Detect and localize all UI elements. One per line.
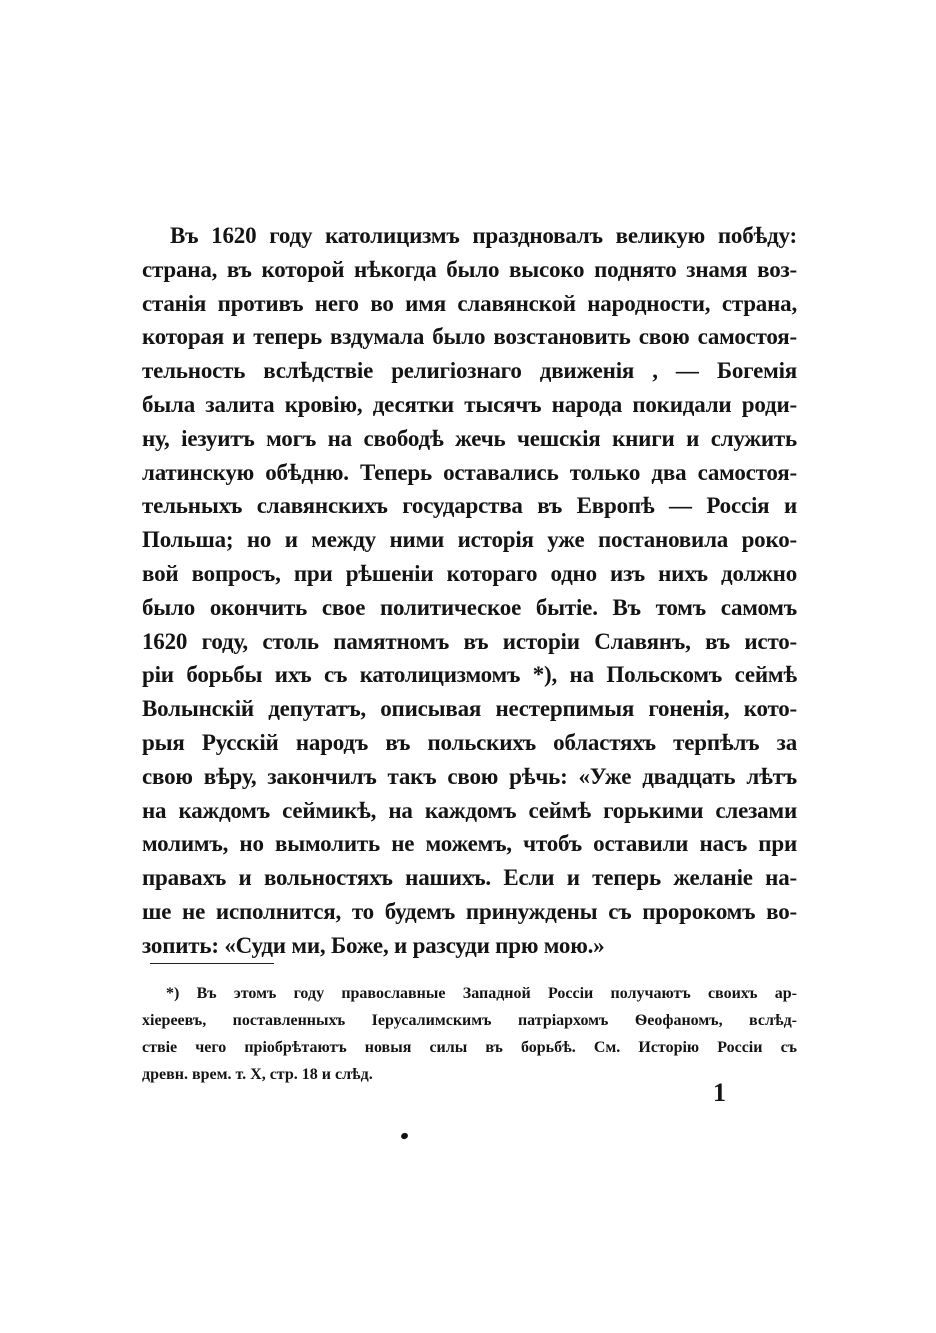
main-text: [142, 219, 797, 963]
text-line: ше не исполнится, то будемъ принуждены съ пророкомъ во-: [142, 898, 797, 924]
text-line: на каждомъ сеймикѣ, на каждомъ сеймѣ горькими слезами: [142, 797, 797, 823]
text-line: Въ 1620 году католицизмъ праздновалъ великую побѣду:: [170, 223, 797, 248]
text-line: ріи борьбы ихъ съ католицизмомъ *), на Польскомъ сеймѣ: [142, 662, 797, 688]
text-line: станія противъ него во имя славянской народности, страна,: [142, 290, 797, 316]
footnote: [142, 980, 797, 1088]
text-line: ну, іезуитъ могъ на свободѣ жечь чешскія книги и служить: [142, 425, 797, 451]
text-line: Волынскій депутатъ, описывая нестерпимыя гоненія, кото-: [142, 696, 797, 722]
text-line: молимъ, но вымолить не можемъ, чтобъ оставили насъ при: [142, 831, 797, 857]
page-number: 1: [713, 1078, 726, 1107]
text-line: было окончить свое политическое бытіе. Въ томъ самомъ: [142, 594, 797, 620]
footnote-line: древн. врем. т. X, стр. 18 и слѣд.: [142, 1066, 373, 1083]
text-line: рыя Русскій народъ въ польскихъ областяхъ терпѣлъ за: [142, 729, 797, 755]
footnote-divider: [150, 963, 274, 964]
text-line: тельныхъ славянскихъ государства въ Европѣ — Россія и: [142, 493, 797, 519]
text-line: 1620 году, столь памятномъ въ исторіи Славянъ, въ исто-: [142, 628, 797, 654]
text-line: Польша; но и между ними исторія уже постановила роко-: [142, 527, 797, 553]
text-line: вой вопросъ, при рѣшеніи котораго одно изъ нихъ должно: [142, 560, 797, 586]
text-line: тельность вслѣдствіе религіознаго движенія , — Богемія: [142, 358, 797, 384]
text-line: правахъ и вольностяхъ нашихъ. Если и теперь желаніе на-: [142, 865, 797, 891]
footnote-line: ствіе чего пріобрѣтаютъ новыя силы въ борьбѣ. См. Исторію Россіи съ: [142, 1039, 797, 1056]
ink-speck: [400, 1132, 409, 1140]
text-line: латинскую обѣдню. Теперь оставались только два самостоя-: [142, 459, 797, 485]
text-line: свою вѣру, закончилъ такъ свою рѣчь: «Уже двадцать лѣтъ: [142, 763, 797, 789]
text-line: страна, въ которой нѣкогда было высоко поднято знамя воз-: [142, 256, 797, 282]
footnote-line: *) Въ этомъ году православные Западной Россіи получаютъ своихъ ар-: [166, 985, 797, 1002]
text-line: которая и теперь вздумала было возстановить свою самостоя-: [142, 324, 797, 350]
footnote-line: хіереевъ, поставленныхъ Іерусалимскимъ патріархомъ Ѳеофаномъ, вслѣд-: [142, 1012, 797, 1029]
text-line: зопить: «Суди ми, Боже, и разсуди прю мою.»: [142, 932, 605, 958]
text-line: была залита кровію, десятки тысячъ народа покидали роди-: [142, 391, 797, 417]
